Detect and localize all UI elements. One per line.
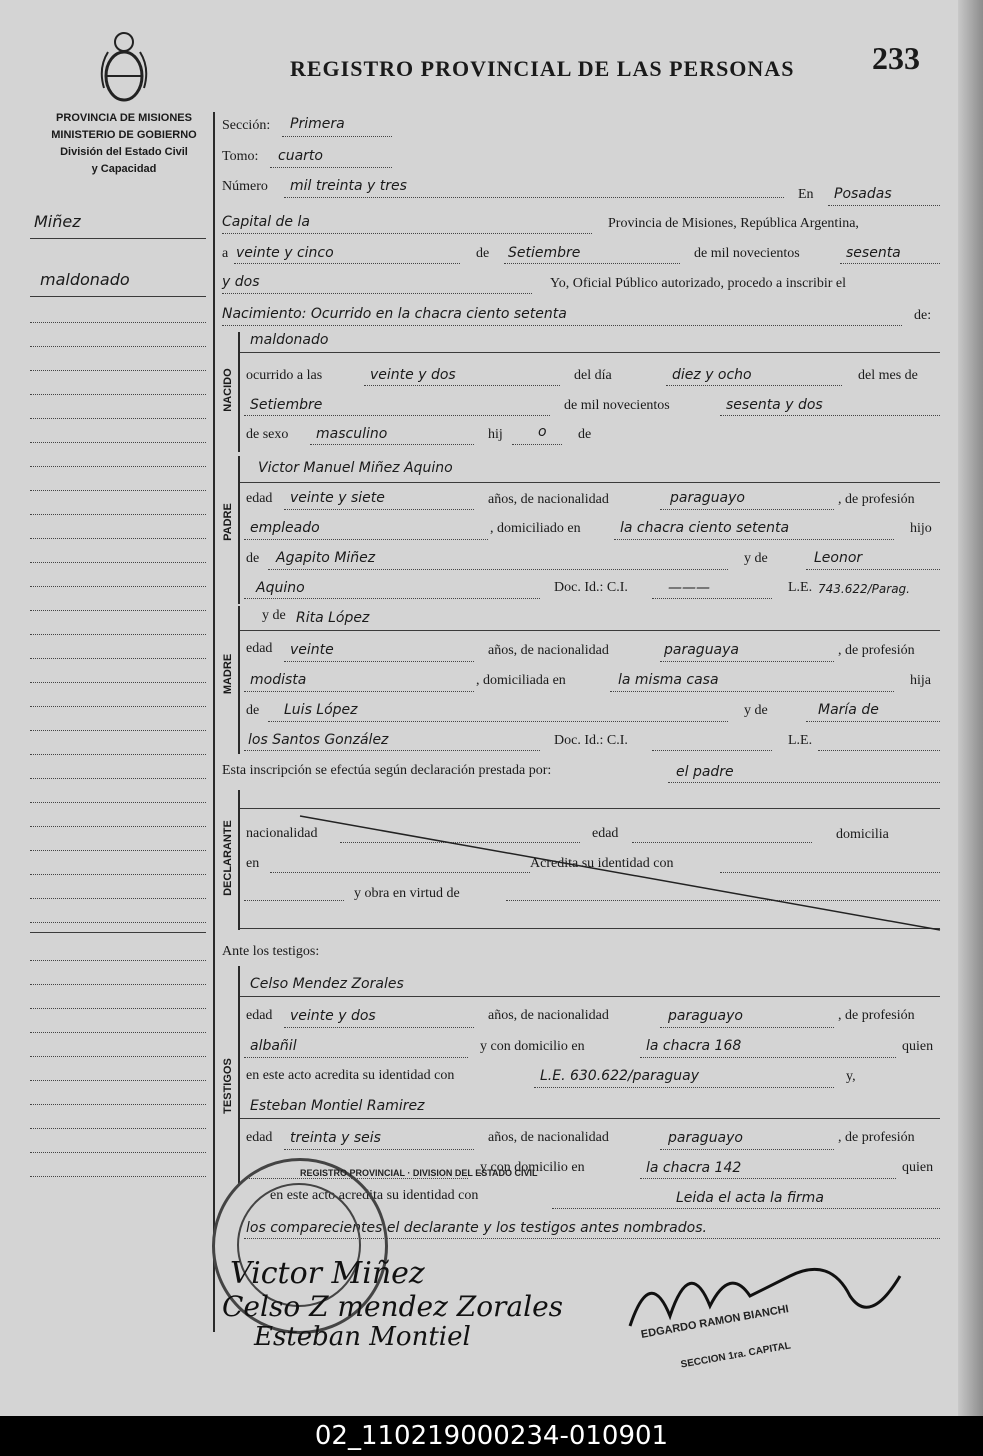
value-tipo: Nacimiento: Ocurrido en la chacra ciento setenta (222, 306, 567, 322)
label-del-mes: del mes de (858, 368, 918, 383)
value-madre-padre: Luis López (284, 702, 358, 718)
section-label-nacido: NACIDO (222, 368, 234, 412)
label-en2: en (246, 856, 260, 871)
value-sexo: masculino (316, 426, 388, 442)
label-de-sexo: de sexo (246, 427, 289, 442)
label-t1-profesion: , de profesión (838, 1008, 915, 1023)
label-yo-oficial: Yo, Oficial Público autorizado, procedo a inscribir el (550, 276, 847, 291)
label-domicilia: domicilia (836, 827, 889, 842)
label-hija: hija (910, 673, 931, 688)
value-padre-padre: Agapito Miñez (276, 550, 376, 566)
value-madre-nac: paraguaya (664, 642, 740, 658)
label-de2: de (578, 427, 592, 442)
label-t2-anos-nac: años, de nacionalidad (488, 1130, 609, 1145)
value-en: Posadas (834, 186, 892, 202)
coat-of-arms-icon (98, 28, 150, 108)
value-lugar: Capital de la (222, 214, 310, 230)
value-t1-nac: paraguayo (668, 1008, 743, 1024)
label-de-colon: de: (914, 308, 932, 323)
label-padre-doc: Doc. Id.: C.I. (554, 580, 628, 595)
signature-witness-2: Esteban Montiel (254, 1322, 471, 1352)
label-t1-edad: edad (246, 1008, 273, 1023)
label-padre-de: de (246, 551, 260, 566)
label-a: a (222, 246, 229, 261)
value-numero: mil treinta y tres (290, 178, 407, 194)
label-madre-y-de: y de (262, 608, 286, 623)
label-y-obra: y obra en virtud de (354, 886, 460, 901)
org-ministry: MINISTERIO DE GOBIERNO (51, 129, 197, 141)
label-t2-quien: quien (902, 1160, 934, 1175)
value-padre-nombre: Victor Manuel Miñez Aquino (258, 460, 453, 476)
label-declarante-edad: edad (592, 826, 619, 841)
label-padre-le: L.E. (788, 580, 813, 595)
value-t2-nac: paraguayo (668, 1130, 743, 1146)
label-t2-profesion: , de profesión (838, 1130, 915, 1145)
label-domiciliada: , domiciliada en (476, 673, 566, 688)
page-title: REGISTRO PROVINCIAL DE LAS PERSONAS (290, 56, 795, 81)
label-acredita: Acredita su identidad con (530, 856, 674, 871)
value-padre-ci: ——— (668, 580, 710, 596)
label-provincia: Provincia de Misiones, República Argentina, (608, 216, 859, 231)
label-t1-quien: quien (902, 1039, 934, 1054)
value-madre-dom: la misma casa (618, 672, 719, 688)
section-label-declarante: DECLARANTE (222, 820, 234, 896)
label-ocurrido: ocurrido a las (246, 368, 323, 383)
label-de: de (476, 246, 490, 261)
value-testigo1: Celso Mendez Zorales (250, 976, 404, 992)
label-ante-testigos: Ante los testigos: (222, 944, 320, 959)
label-madre-doc: Doc. Id.: C.I. (554, 733, 628, 748)
official-stamp-section: SECCION 1ra. CAPITAL (679, 1340, 792, 1371)
label-tomo: Tomo: (222, 149, 259, 164)
signature-father: Victor Miñez (230, 1256, 425, 1291)
value-padre-madre2: Aquino (256, 580, 305, 596)
margin-surname-2: maldonado (40, 270, 130, 289)
value-declarante: el padre (676, 764, 734, 780)
label-madre-edad: edad (246, 641, 273, 656)
value-ano-nac: sesenta y dos (726, 397, 823, 413)
value-t1-dom: la chacra 168 (646, 1038, 742, 1054)
label-en: En (798, 187, 814, 202)
page-edge (958, 0, 983, 1416)
value-padre-dom: la chacra ciento setenta (620, 520, 790, 536)
label-t2-acredita: en este acto acredita su identidad con (270, 1188, 479, 1203)
label-t1-anos-nac: años, de nacionalidad (488, 1008, 609, 1023)
value-madre-nombre: Rita López (296, 610, 370, 626)
value-t2-edad: treinta y seis (290, 1130, 381, 1146)
value-padre-le: 743.622/Parag. (818, 582, 910, 596)
value-tomo: cuarto (278, 148, 323, 164)
value-seccion: Primera (290, 116, 345, 132)
value-madre-madre2: los Santos González (248, 732, 389, 748)
label-madre-anos-nac: años, de nacionalidad (488, 643, 609, 658)
cancel-slash (240, 806, 942, 936)
official-stamp-name: EDGARDO RAMON BIANCHI (640, 1303, 790, 1341)
value-nombre: maldonado (250, 332, 329, 348)
value-madre-madre1: María de (818, 702, 879, 718)
label-numero: Número (222, 179, 268, 194)
label-t2-edad: edad (246, 1130, 273, 1145)
margin-surname-1: Miñez (34, 212, 81, 231)
label-hij: hij (488, 427, 503, 442)
value-mes-nac: Setiembre (250, 397, 323, 413)
value-dia: veinte y cinco (236, 245, 334, 261)
section-label-madre: MADRE (222, 653, 234, 695)
label-madre-le: L.E. (788, 733, 813, 748)
value-madre-prof: modista (250, 672, 307, 688)
value-padre-edad: veinte y siete (290, 490, 385, 506)
value-cierre-2: los comparecientes el declarante y los testigos antes nombrados. (246, 1220, 707, 1236)
value-t2-dom: la chacra 142 (646, 1160, 742, 1176)
value-madre-edad: veinte (290, 642, 334, 658)
signature-witness-1: Celso Z mendez Zorales (222, 1290, 564, 1323)
value-ano2: y dos (222, 274, 260, 290)
seal-text: REGISTRO PROVINCIAL · DIVISION DEL ESTADO CIVIL (300, 1168, 538, 1178)
value-mes: Setiembre (508, 245, 581, 261)
org-capacity: y Capacidad (91, 163, 157, 175)
label-domiciliado: , domiciliado en (490, 521, 581, 536)
value-testigo2: Esteban Montiel Ramirez (250, 1098, 425, 1114)
label-padre-y-de: y de (744, 551, 768, 566)
value-t1-prof: albañil (250, 1038, 297, 1054)
image-id-footer: 02_110219000234-010901 (0, 1416, 983, 1456)
label-padre-anos-nac: años, de nacionalidad (488, 492, 609, 507)
label-y-comma: y, (846, 1069, 856, 1084)
margin-divider (213, 112, 215, 1332)
label-madre-y-de2: y de (744, 703, 768, 718)
label-de-mil: de mil novecientos (694, 246, 800, 261)
value-padre-nac: paraguayo (670, 490, 745, 506)
value-t1-id: L.E. 630.622/paraguay (540, 1068, 700, 1084)
value-padre-prof: empleado (250, 520, 320, 536)
label-t2-domicilio: y con domicilio en (480, 1160, 585, 1175)
org-division: División del Estado Civil (60, 146, 188, 158)
label-madre-profesion: , de profesión (838, 643, 915, 658)
label-de-mil2: de mil novecientos (564, 398, 670, 413)
value-cierre-1: Leida el acta la firma (676, 1190, 824, 1206)
issuing-authority (28, 110, 220, 178)
label-inscripcion: Esta inscripción se efectúa según declaración prestada por: (222, 763, 552, 778)
org-province: PROVINCIA DE MISIONES (56, 112, 192, 124)
label-t1-domicilio: y con domicilio en (480, 1039, 585, 1054)
value-ano1: sesenta (846, 245, 901, 261)
page-number: 233 (872, 40, 920, 76)
value-hij-suffix: o (538, 424, 547, 440)
label-t1-acredita: en este acto acredita su identidad con (246, 1068, 455, 1083)
value-hora: veinte y dos (370, 367, 456, 383)
label-del-dia: del día (574, 368, 612, 383)
value-t1-edad: veinte y dos (290, 1008, 376, 1024)
value-padre-madre1: Leonor (814, 550, 863, 566)
label-hijo: hijo (910, 521, 932, 536)
label-madre-de: de (246, 703, 260, 718)
label-padre-edad: edad (246, 491, 273, 506)
section-label-padre: PADRE (222, 503, 234, 541)
label-padre-profesion: , de profesión (838, 492, 915, 507)
value-dia-nac: diez y ocho (672, 367, 752, 383)
section-label-testigos: TESTIGOS (222, 1058, 234, 1114)
label-seccion: Sección: (222, 118, 271, 133)
label-nacionalidad: nacionalidad (246, 826, 318, 841)
